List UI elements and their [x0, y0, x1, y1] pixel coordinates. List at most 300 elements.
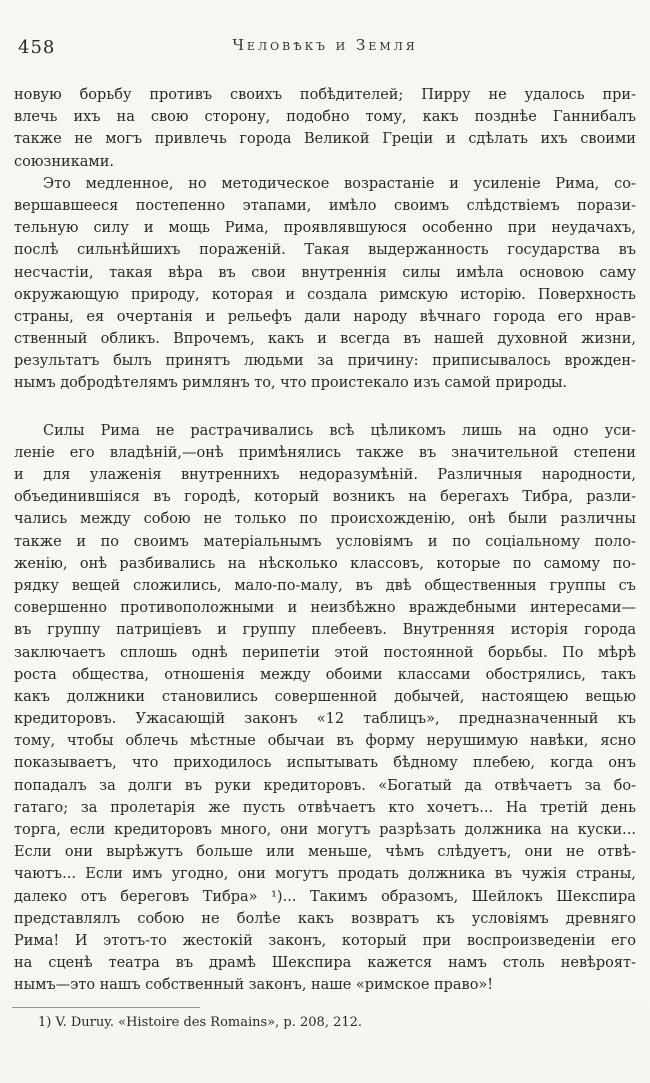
word: столь — [502, 955, 545, 972]
word: мѣрѣ — [597, 644, 636, 661]
word: тому, — [365, 109, 407, 126]
word: окружающую — [14, 286, 119, 303]
word: вещью — [585, 688, 636, 705]
word: нрав- — [595, 308, 636, 325]
word: создала — [307, 286, 368, 303]
word: саму — [599, 264, 636, 281]
word: Впрочемъ, — [173, 331, 255, 348]
word: сценѣ — [48, 955, 93, 972]
word: по — [512, 555, 532, 572]
word: между — [80, 511, 131, 528]
word: Различныя — [437, 467, 523, 483]
word: Шекспира — [271, 955, 352, 972]
word: между — [259, 666, 311, 683]
word: Греціи — [382, 131, 434, 148]
word: значительной — [451, 444, 559, 461]
word: Это — [43, 175, 71, 192]
word: всегда — [340, 331, 391, 348]
word: общественныя — [424, 577, 537, 594]
word: вѣчнаго — [419, 308, 481, 325]
word: происхожденію, — [330, 511, 456, 528]
word: онъ — [608, 755, 636, 772]
word: примѣнялись — [238, 444, 342, 461]
word: духовной — [497, 331, 568, 348]
word: ясно — [600, 733, 636, 750]
text-line — [14, 930, 636, 952]
word: законъ — [244, 711, 298, 728]
text-line — [14, 486, 636, 508]
word: былъ — [113, 353, 152, 370]
word: Ганнибалъ — [552, 109, 636, 126]
word: порази- — [577, 197, 636, 214]
word: влечь — [14, 109, 58, 126]
word: таблицъ», — [363, 711, 440, 728]
word: государства — [507, 242, 601, 259]
text-line — [14, 752, 636, 774]
word: въ — [153, 489, 171, 506]
footnote-separator — [12, 1007, 200, 1008]
word: объединившіяся — [14, 489, 140, 506]
word: народу — [353, 308, 408, 325]
word: по — [100, 533, 120, 550]
word: мѣстные — [189, 733, 256, 750]
word: долги — [128, 777, 173, 794]
word: Великой — [304, 131, 370, 148]
word: въ — [355, 577, 373, 594]
word: исторію. — [460, 286, 526, 303]
word: особенно — [421, 220, 493, 237]
word: обычаи — [267, 733, 325, 750]
word: чались — [14, 511, 68, 528]
word: сплошь — [120, 644, 178, 661]
word: становились — [161, 688, 258, 705]
word: города — [239, 131, 292, 148]
page-number: 458 — [18, 37, 56, 58]
word: внутреннихъ — [181, 467, 280, 483]
word: Рима, — [555, 175, 600, 192]
word: цѣликомъ — [370, 422, 446, 439]
word: свою — [150, 109, 189, 126]
word: врожден- — [564, 353, 636, 370]
word: добычей, — [394, 688, 465, 705]
word: кажется — [367, 955, 433, 972]
word: берегахъ — [440, 489, 509, 506]
word: борьбу — [79, 87, 132, 103]
word: нашъ — [99, 977, 141, 994]
word: своимъ — [133, 533, 189, 550]
word: на — [518, 422, 537, 439]
word: форму — [365, 733, 415, 750]
word: Шейлокъ — [471, 888, 543, 905]
word: какъ — [267, 331, 304, 348]
word: въ — [494, 866, 513, 883]
word: нерушимую — [426, 733, 519, 750]
word: позднѣе — [474, 109, 537, 126]
word: обострялись, — [485, 666, 586, 683]
word: различны — [560, 511, 636, 528]
word: Если — [85, 866, 123, 883]
word: и — [205, 308, 216, 325]
word: силу — [93, 220, 129, 237]
word: интересами— — [529, 600, 636, 617]
word: противъ — [149, 87, 213, 103]
word: кредиторовъ. — [14, 711, 117, 728]
word: ихъ — [540, 131, 568, 148]
word: растрачивались — [190, 422, 314, 439]
word: въ — [336, 733, 354, 750]
word: этой — [334, 644, 369, 661]
word: не — [74, 131, 93, 148]
word: когда — [550, 755, 594, 772]
word: бо- — [613, 777, 636, 794]
word: слѣдствіемъ — [466, 197, 560, 214]
word: городѣ, — [184, 489, 241, 506]
word: съ — [618, 577, 636, 594]
word: улаженія — [89, 467, 162, 483]
footnote — [14, 1013, 650, 1033]
word: римскую — [379, 286, 449, 303]
word: при- — [602, 87, 636, 103]
word: къ — [436, 910, 455, 927]
word: рядку — [14, 577, 59, 594]
word: могутъ — [317, 822, 371, 838]
word: на — [116, 109, 135, 126]
word: леніе — [14, 444, 55, 461]
word: больше — [196, 844, 253, 861]
word: по — [452, 533, 471, 550]
word: но — [188, 175, 207, 192]
word: и — [427, 533, 438, 550]
word: по — [299, 511, 318, 528]
word: приходилось — [173, 755, 272, 772]
word: не — [201, 910, 220, 927]
text-line — [14, 974, 636, 996]
word: города — [493, 308, 546, 325]
word: предназначенный — [458, 711, 599, 728]
text-line — [14, 775, 636, 797]
word: много, — [220, 822, 272, 838]
word: перипетіи — [242, 644, 320, 661]
word: Если — [14, 844, 52, 861]
word: владѣній,—онѣ — [109, 444, 224, 461]
word: медленное, — [85, 175, 174, 192]
word: въ — [175, 955, 194, 972]
word: по- — [612, 555, 636, 572]
word: обликъ. — [100, 331, 160, 348]
word: въ — [618, 242, 636, 259]
word: намъ — [448, 955, 487, 972]
word: торга, — [14, 822, 61, 838]
word: матеріальнымъ — [203, 533, 322, 550]
word: пролетарія — [110, 799, 196, 816]
word: Силы — [43, 422, 85, 439]
word: кредиторовъ — [114, 822, 212, 838]
word: жизни, — [581, 331, 636, 348]
text-line — [14, 151, 636, 173]
word: образомъ, — [381, 888, 459, 905]
word: города — [584, 622, 636, 639]
word: приписывалось — [432, 353, 551, 370]
word: Тибра, — [522, 489, 573, 506]
word: чтобы — [66, 733, 114, 750]
word: ¹)... — [271, 888, 297, 905]
word: однѣ — [191, 644, 228, 661]
word: руки — [214, 777, 252, 794]
word: группу — [242, 622, 296, 639]
text-line — [14, 508, 636, 530]
word: Тибра» — [202, 888, 258, 905]
text-line — [14, 328, 636, 350]
word: или — [266, 844, 295, 861]
word: добродѣтелямъ — [60, 375, 178, 392]
word: меньше, — [307, 844, 373, 861]
text-line — [14, 239, 636, 261]
word: союзниками. — [14, 153, 114, 170]
word: группу — [47, 622, 101, 639]
word: нымъ — [14, 375, 56, 392]
word: угодно, — [171, 866, 229, 883]
word: природу, — [130, 286, 200, 303]
word: ихъ — [73, 109, 101, 126]
word: не — [488, 87, 507, 103]
word: имъ — [132, 866, 163, 883]
word: несчастіи, — [14, 264, 94, 281]
word: совершенно — [14, 600, 107, 617]
word: борьбы. — [488, 644, 548, 661]
text-line — [14, 952, 636, 974]
word: Ужасающій — [135, 711, 226, 728]
text-line — [14, 730, 636, 752]
word: которая — [211, 286, 274, 303]
word: свои — [251, 264, 286, 281]
word: группы — [549, 577, 606, 594]
word: имѣла — [456, 264, 504, 281]
word: привлечь — [154, 131, 227, 148]
word: методическое — [221, 175, 330, 192]
word: разли- — [586, 489, 636, 506]
word: лишь — [461, 422, 503, 439]
word: они — [237, 866, 266, 883]
text-line — [14, 284, 636, 306]
word: что — [131, 755, 159, 772]
word: «Богатый — [378, 777, 452, 794]
word: и — [449, 175, 459, 192]
word: И — [74, 932, 88, 949]
word: и — [285, 286, 296, 303]
text-line — [14, 84, 636, 106]
word: этапами, — [242, 197, 312, 214]
word: жестокій — [182, 932, 253, 949]
word: силы — [402, 264, 441, 281]
word: отвѣчаетъ — [297, 799, 376, 816]
word: за — [584, 777, 602, 794]
word: со- — [614, 175, 636, 192]
word: бѣдному — [393, 755, 458, 772]
word: собственный — [145, 977, 245, 994]
word: при — [422, 932, 452, 949]
word: женію, — [14, 555, 68, 572]
word: собою — [137, 910, 185, 927]
word: мощь — [168, 220, 210, 237]
word: также — [14, 131, 62, 148]
word: его — [69, 444, 95, 461]
word: выдержанность — [368, 242, 489, 259]
text-line — [14, 708, 636, 730]
word: онѣ — [79, 555, 108, 572]
word: какъ — [422, 109, 459, 126]
word: только — [234, 511, 287, 528]
word: и — [76, 533, 86, 550]
word: Поверхность — [537, 286, 636, 303]
text-line — [14, 442, 636, 464]
word: общества, — [71, 666, 150, 683]
word: Шекспира — [556, 888, 636, 905]
word: имѣло — [328, 197, 377, 214]
text-line — [14, 217, 636, 239]
word: «12 — [316, 711, 345, 728]
text-line — [14, 863, 636, 885]
text-line — [14, 575, 636, 597]
word: причину: — [347, 353, 419, 370]
word: къ — [617, 711, 636, 728]
word: сторону, — [204, 109, 271, 126]
word: за — [317, 353, 334, 370]
text-line — [14, 195, 636, 217]
word: въ — [14, 622, 32, 639]
word: классами — [397, 666, 471, 683]
word: своими — [580, 131, 636, 148]
word: театра — [108, 955, 160, 972]
word: они — [524, 844, 553, 861]
text-line — [14, 908, 636, 930]
page-header — [0, 36, 650, 58]
text-line — [14, 420, 636, 442]
word: которые — [436, 555, 501, 572]
word: побѣдителей; — [299, 87, 404, 103]
word: основою — [519, 264, 584, 281]
word: чужія — [521, 866, 567, 883]
word: рельефъ — [227, 308, 292, 325]
word: Внутренняя — [402, 622, 495, 639]
word: который — [341, 932, 407, 949]
word: какъ — [297, 910, 334, 927]
word: драмѣ — [208, 955, 256, 972]
word: не — [203, 511, 222, 528]
word: показываетъ, — [14, 755, 117, 772]
word: уси- — [604, 422, 636, 439]
word: внутреннія — [301, 264, 387, 281]
word: третій — [539, 799, 589, 816]
word: страны, — [575, 866, 636, 883]
word: Рима — [100, 422, 140, 439]
word: новую — [14, 87, 62, 103]
word: разрѣзать — [379, 822, 456, 838]
word: собою — [143, 511, 191, 528]
word: страны, — [14, 308, 74, 325]
word: неудачахъ, — [551, 220, 636, 237]
word: день — [600, 799, 636, 816]
word: такая — [109, 264, 153, 281]
word: и — [445, 131, 456, 148]
word: степени — [573, 444, 636, 461]
word: такъ — [601, 666, 636, 683]
word: вещей — [71, 577, 121, 594]
word: нымъ—это — [14, 977, 96, 994]
word: отношенія — [164, 666, 245, 683]
word: исторія — [510, 622, 569, 639]
word: да — [464, 777, 483, 794]
word: обоими — [325, 666, 383, 683]
word: сильнѣйшихъ — [77, 242, 181, 259]
text-line — [14, 128, 636, 150]
text-line — [14, 173, 636, 195]
word: возвратъ — [351, 910, 420, 927]
word: принятъ — [165, 353, 231, 370]
word: должники — [66, 688, 146, 705]
word: заключаетъ — [14, 644, 106, 661]
word: и — [217, 622, 227, 639]
word: патриціевъ — [116, 622, 202, 639]
word: соціальному — [485, 533, 580, 550]
word: облечь — [125, 733, 179, 750]
text-line — [14, 886, 636, 908]
word: также — [14, 533, 62, 550]
word: куски... — [577, 822, 636, 838]
word: отвѣчаетъ — [494, 777, 573, 794]
word: представлялъ — [14, 910, 121, 927]
word: могъ — [105, 131, 143, 148]
word: не — [565, 844, 585, 861]
word: продать — [337, 866, 399, 883]
word: самому — [543, 555, 601, 572]
word: какъ — [14, 688, 50, 705]
text-line — [14, 262, 636, 284]
word: дали — [304, 308, 341, 325]
word: право»! — [433, 977, 494, 994]
word: чѣмъ — [385, 844, 425, 861]
text-line — [14, 106, 636, 128]
word: мало-по-малу, — [234, 577, 343, 594]
word: римлянъ — [182, 375, 250, 392]
word: тому, — [14, 733, 56, 750]
word: законъ, — [248, 977, 307, 994]
word: На — [505, 799, 528, 816]
word: же — [208, 799, 231, 816]
text-line — [14, 642, 636, 664]
word: поло- — [594, 533, 636, 550]
text-line — [14, 350, 636, 372]
word: за — [99, 777, 116, 794]
word: кредиторовъ. — [263, 777, 366, 794]
word: отвѣ- — [597, 844, 636, 861]
word: природы. — [495, 375, 568, 392]
word: неизбѣжно — [310, 600, 396, 617]
word: изъ — [413, 375, 440, 392]
text-line — [14, 841, 636, 863]
word: удалось — [524, 87, 585, 103]
word: результатъ — [14, 353, 100, 370]
word: Пирру — [421, 87, 471, 103]
word: испытывать — [286, 755, 379, 772]
word: плебеевъ. — [311, 622, 387, 639]
word: на — [14, 955, 33, 972]
word: сложились, — [133, 577, 222, 594]
paragraph — [14, 420, 636, 997]
word: попадалъ — [14, 777, 87, 794]
word: навѣки, — [529, 733, 589, 750]
word: за — [80, 799, 98, 816]
word: Рима! — [14, 932, 60, 949]
